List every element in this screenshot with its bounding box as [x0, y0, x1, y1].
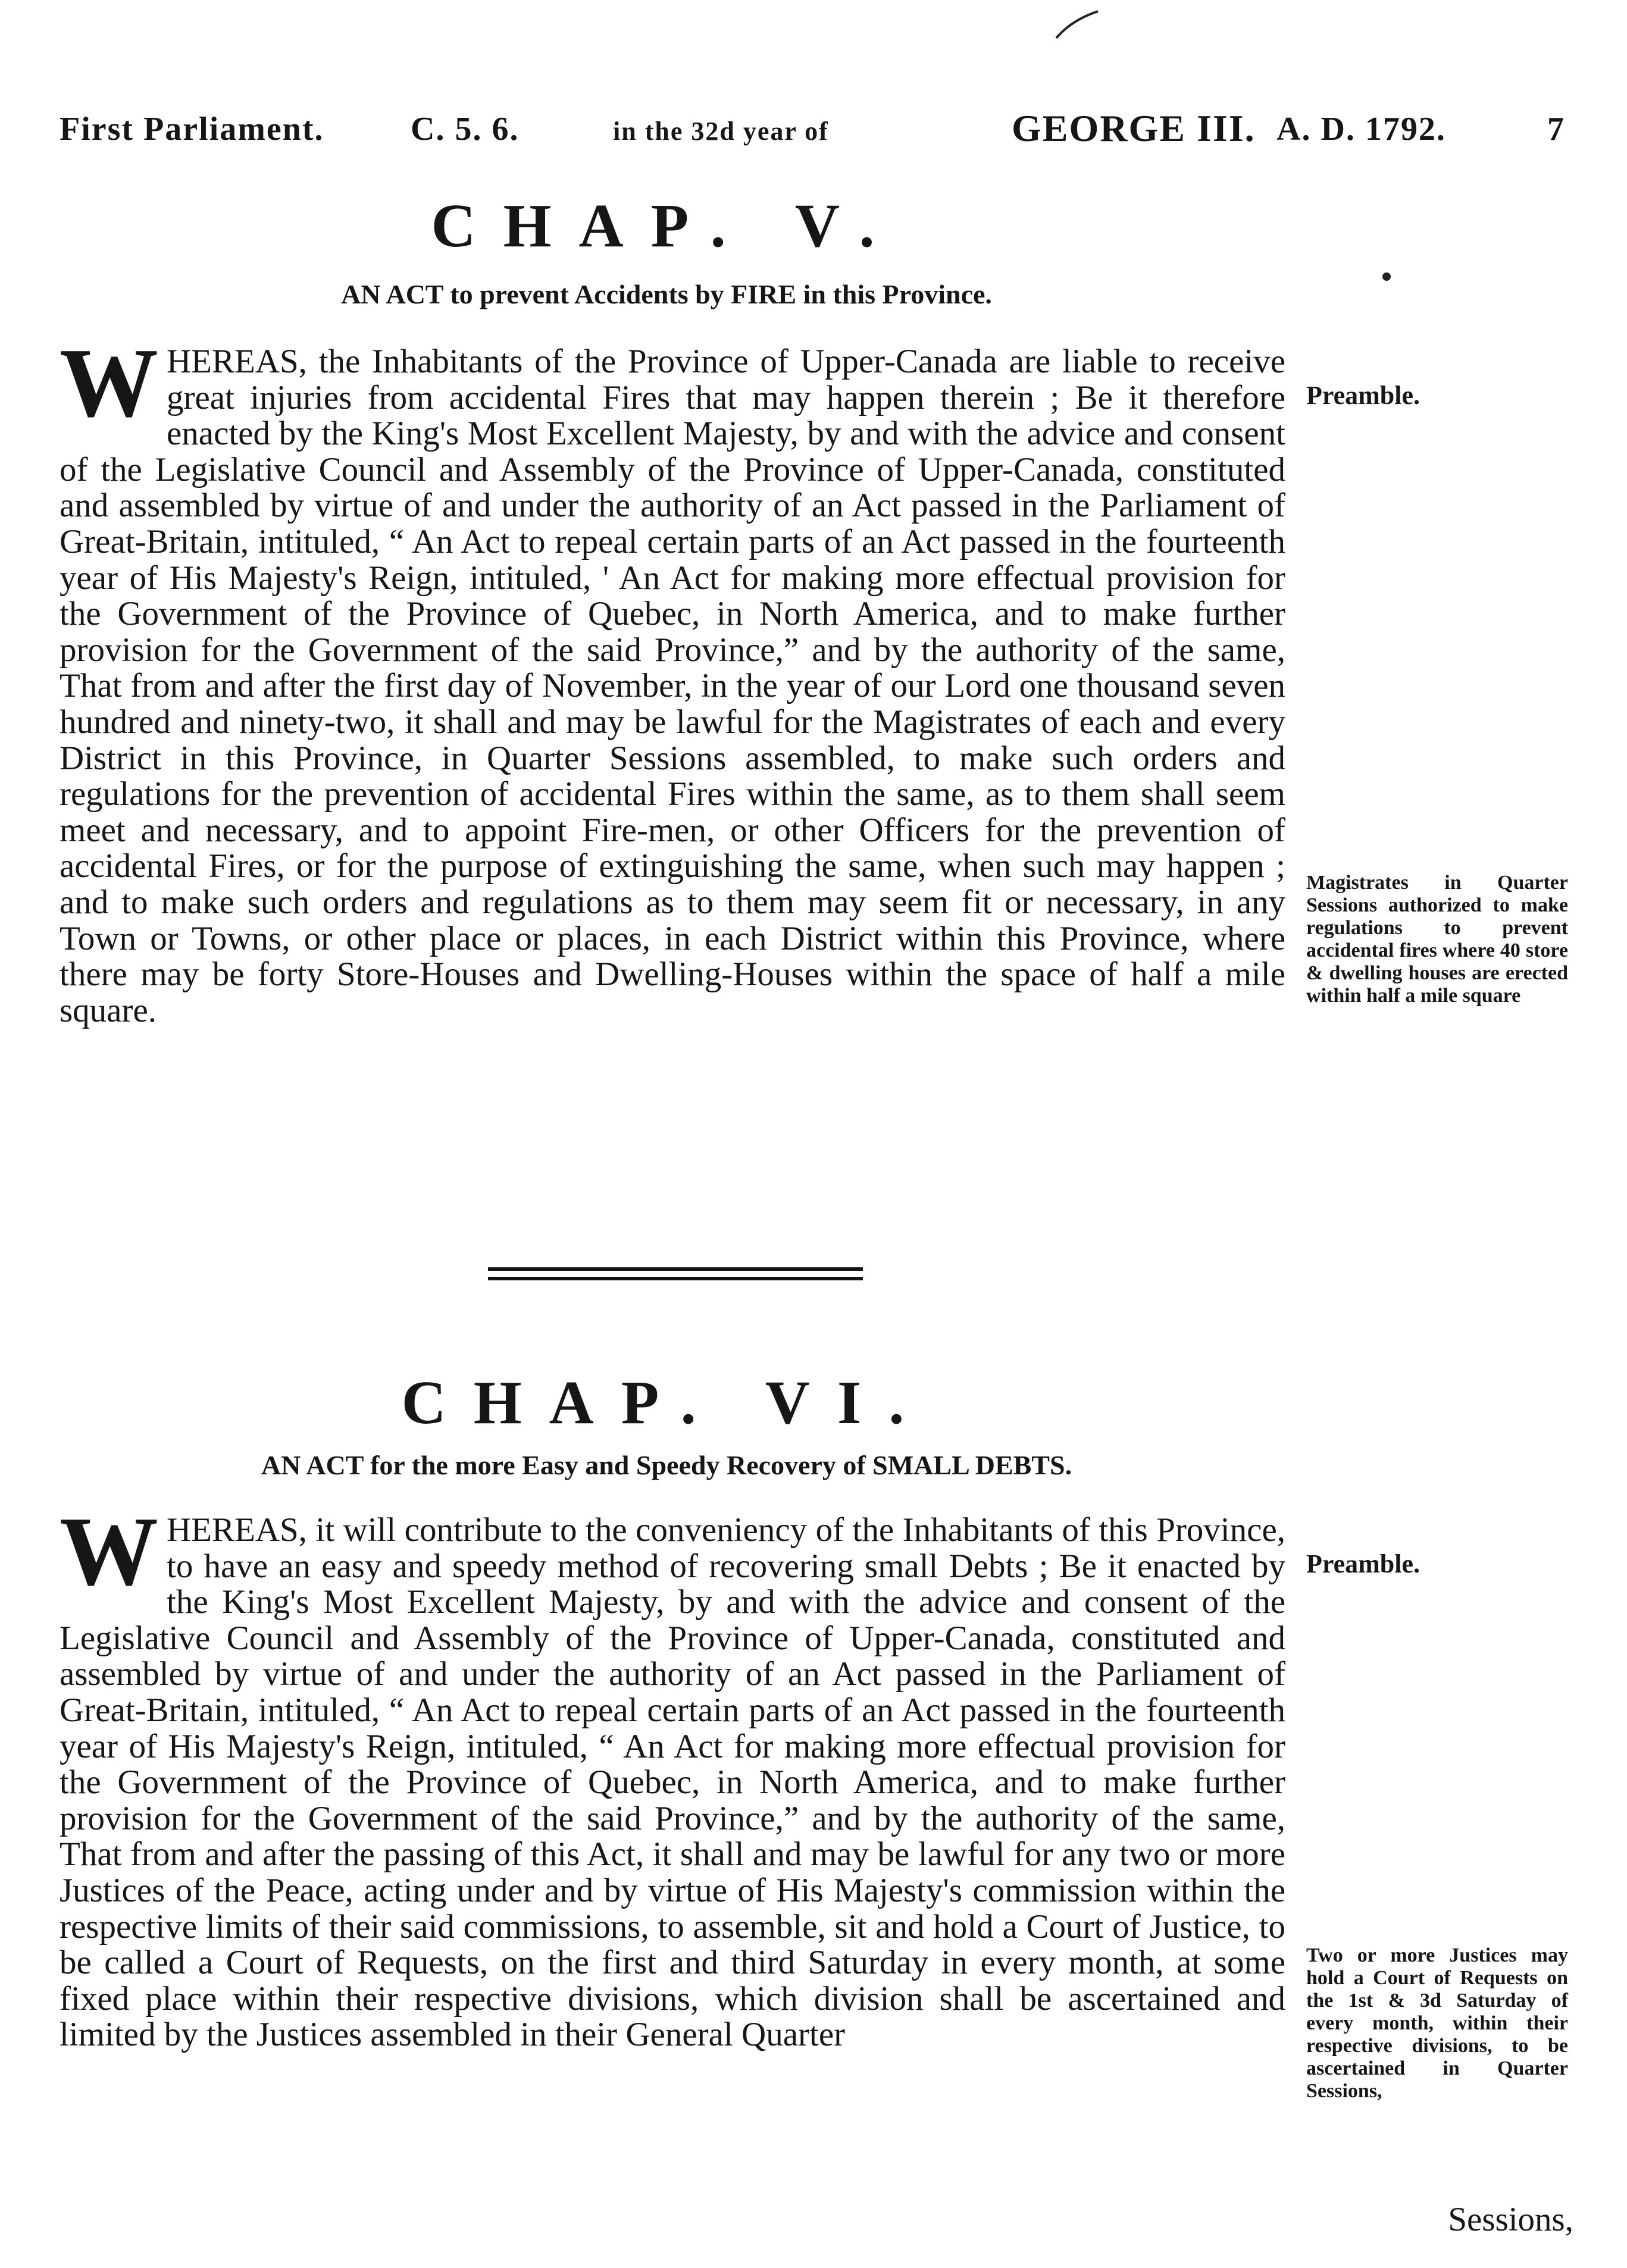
chapter-5-note-preamble: Preamble. — [1306, 381, 1421, 410]
chapter-6-note-justices: Two or more Justices may hold a Court of Requests on the 1st & 3d Saturday of every month, within their respective divisions, to be ascertained in Quarter Sessions, — [1306, 1944, 1568, 2102]
ink-flourish-mark — [1053, 8, 1101, 44]
printer-mark — [1382, 272, 1391, 281]
chapter-6-drop-cap: W — [60, 1496, 158, 1606]
chapter-6-text: HEREAS, it will contribute to the conveniency of the Inhabitants of this Province, to have an easy and speedy method of recovering small Debts ; Be it enacted by the King's Most Excellent Majesty, by and with the advice and consent of the Legislative Council and Assembly of the Province of Upper-Canada, constituted and assembled by virtue of and under the authority of an Act passed in the Parliament of Great-Britain, intituled, “ An Act to repeal certain parts of an Act passed in the fourteenth year of His Majesty's Reign, intituled, “ An Act for making more effectual provision for the Government of the Province of Quebec, in North America, and to make further provision for the Government of the said Province,” and by the authority of the same, That from and after the passing of this Act, it shall and may be lawful for any two or more Justices of the Peace, acting under and by virtue of His Majesty's commission within the respective limits of their said commissions, to assemble, sit and hold a Court of Justice, to be called a Court of Requests, on the first and third Saturday in every month, at some fixed place within their respective divisions, which division shall be ascertained and limited by the Justices assembled in their General Quarter — [60, 1511, 1285, 2054]
section-divider-rule — [488, 1267, 863, 1280]
running-head-king: GEORGE III. — [1012, 107, 1256, 149]
chapter-6-body — [60, 1496, 1285, 2054]
page-number: 7 — [1547, 111, 1565, 148]
running-head-session: First Parliament. — [60, 111, 324, 148]
chapter-5-drop-cap: W — [60, 328, 158, 437]
chapter-5-body — [60, 328, 1285, 1029]
running-head-date: A. D. 1792. — [1276, 111, 1446, 148]
chapter-5-note-magistrates: Magistrates in Quarter Sessions authorized to make regulations to prevent accidental fires where 40 store & dwelling houses are erected within half a mile square — [1306, 872, 1568, 1007]
chapter-5-act-title: AN ACT to prevent Accidents by FIRE in this Province. — [341, 279, 992, 309]
running-head-chapters: C. 5. 6. — [411, 111, 520, 148]
chapter-6-act-title: AN ACT for the more Easy and Speedy Recovery of SMALL DEBTS. — [261, 1450, 1072, 1480]
chapter-6-note-preamble: Preamble. — [1306, 1549, 1421, 1578]
chapter-6-heading: CHAP. VI. — [401, 1368, 932, 1437]
running-head — [60, 107, 1565, 158]
chapter-5-text: HEREAS, the Inhabitants of the Province of Upper-Canada are liable to receive great injuries from accidental Fires that may happen therein ; Be it therefore enacted by the King's Most Excellent Majesty, by and with the advice and consent of the Legislative Council and Assembly of the Province of Upper-Canada, constituted and assembled by virtue of and under the authority of an Act passed in the Parliament of Great-Britain, intituled, “ An Act to repeal certain parts of an Act passed in the fourteenth year of His Majesty's Reign, intituled, ' An Act for making more effectual provision for the Government of the Province of Quebec, in North America, and to make further provision for the Government of the said Province,” and by the authority of the same, That from and after the first day of November, in the year of our Lord one thousand seven hundred and ninety-two, it shall and may be lawful for the Magistrates of each and every District in this Province, in Quarter Sessions assembled, to make such orders and regulations for the prevention of accidental Fires within the same, as to them shall seem meet and necessary, and to appoint Fire-men, or other Officers for the prevention of accidental Fires, or for the purpose of extinguishing the same, when such may happen ; and to make such orders and regulations as to them may seem fit or necessary, in any Town or Towns, or other place or places, in each District within this Province, where there may be forty Store-Houses and Dwelling-Houses within the space of half a mile square. — [60, 343, 1285, 1029]
running-head-year: in the 32d year of — [613, 117, 829, 146]
chapter-5-heading: CHAP. V. — [431, 192, 902, 260]
catchword: Sessions, — [1448, 2201, 1573, 2238]
